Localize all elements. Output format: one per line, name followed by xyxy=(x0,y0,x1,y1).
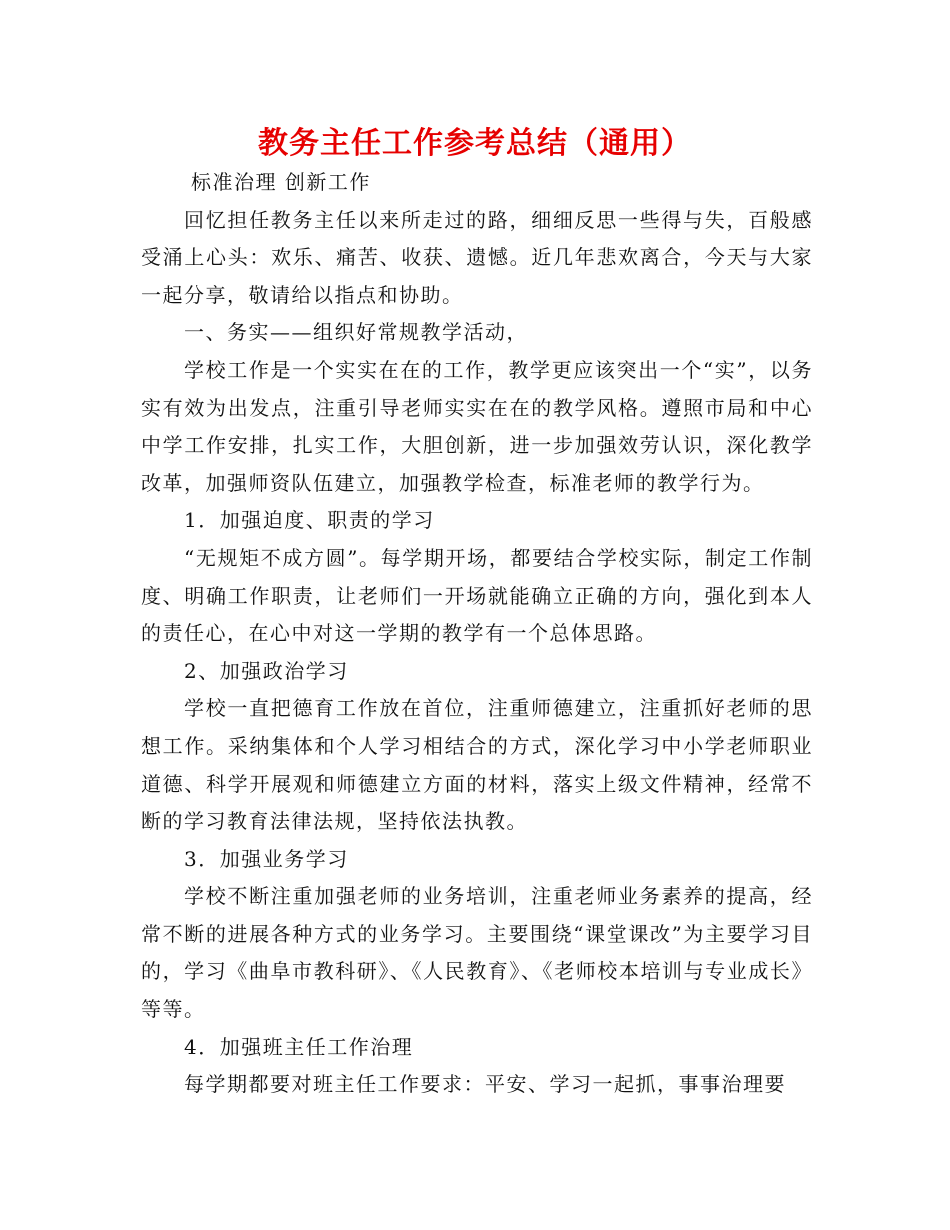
section-heading-1: 一、务实——组织好常规教学活动， xyxy=(184,320,528,345)
subheading-2: 2、加强政治学习 xyxy=(184,658,349,683)
document-title: 教务主任工作参考总结（通用） xyxy=(258,126,692,161)
paragraph-intro: 回忆担任教务主任以来所走过的路，细细反思一些得与失，百般感受涌上心头：欢乐、痛苦、收获、遗憾。近几年悲欢离合，今天与大家一起分享，敬请给以指点和协助。 xyxy=(141,207,813,307)
subheading-1: 1．加强迫度、职责的学习 xyxy=(184,508,435,533)
paragraph-section-1: 学校工作是一个实实在在的工作，教学更应该突出一个“实”，以务实有效为出发点，注重引导老师实实在在的教学风格。遵照市局和中心中学工作安排，扎实工作，大胆创新，进一步加强效劳认识，深化教学改革，加强师资队伍建立，加强教学检查，标准老师的教学行为。 xyxy=(141,357,813,495)
document-body xyxy=(141,164,813,1104)
subheading-3: 3．加强业务学习 xyxy=(184,846,349,871)
paragraph-subsection-2: 学校一直把德育工作放在首位，注重师德建立，注重抓好老师的思想工作。采纳集体和个人学习相结合的方式，深化学习中小学老师职业道德、科学开展观和师德建立方面的材料，落实上级文件精神，经常不断的学习教育法律法规，坚持依法执教。 xyxy=(141,696,813,834)
subheading-4: 4．加强班主任工作治理 xyxy=(184,1034,414,1059)
document-subtitle: 标准治理 创新工作 xyxy=(191,170,371,194)
paragraph-subsection-3: 学校不断注重加强老师的业务培训，注重老师业务素养的提高，经常不断的进展各种方式的业务学习。主要围绕“课堂课改”为主要学习目的，学习《曲阜市教科研》、《人民教育》、《老师校本培训与专业成长》等等。 xyxy=(141,884,813,1022)
paragraph-subsection-4: 每学期都要对班主任工作要求：平安、学习一起抓，事事治理要 xyxy=(184,1072,786,1097)
paragraph-subsection-1: “无规矩不成方圆”。每学期开场，都要结合学校实际，制定工作制度、明确工作职责，让老师们一开场就能确立正确的方向，强化到本人的责任心，在心中对这一学期的教学有一个总体思路。 xyxy=(141,545,813,646)
